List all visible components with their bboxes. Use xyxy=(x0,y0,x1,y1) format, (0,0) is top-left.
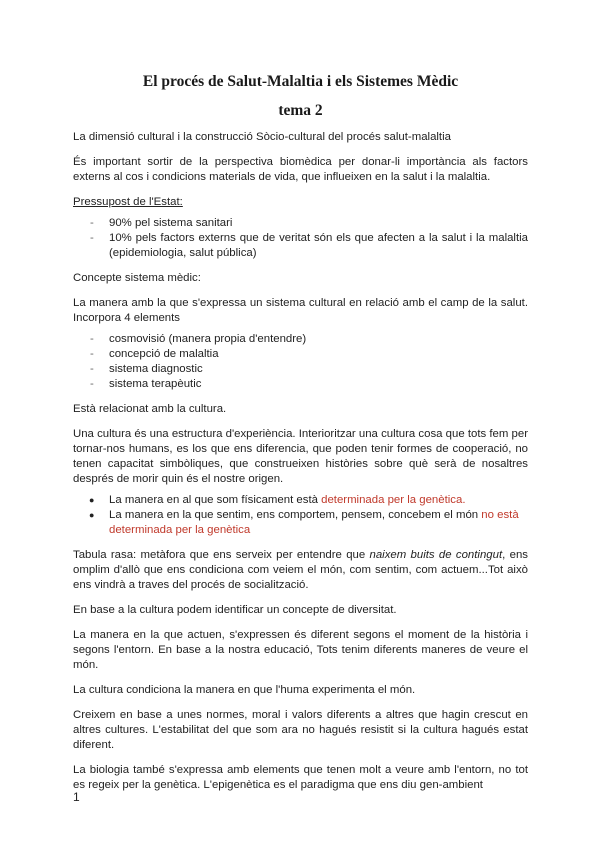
paragraph-conditions: La cultura condiciona la manera en que l'huma experimenta el món. xyxy=(73,684,416,696)
budget-heading: Pressupost de l'Estat: xyxy=(73,196,183,208)
list-item: - concepció de malaltia xyxy=(73,347,528,362)
tabula-text-end: , ens omplim d'allò que ens condiciona com veiem el món, com sentim, com actuem...Tot això ens vindrà a traves del procés de socialització. xyxy=(73,549,528,591)
paragraph-culture-related: Està relacionat amb la cultura. xyxy=(73,403,227,415)
paragraph-diversity: En base a la cultura podem identificar un concepte de diversitat. xyxy=(73,604,397,616)
concept-heading: Concepte sistema mèdic: xyxy=(73,272,201,284)
paragraph-cultural-dimension: La dimensió cultural i la construcció Sòcio-cultural del procés salut-malaltia xyxy=(73,131,451,143)
budget-list xyxy=(73,216,528,261)
paragraph-tabula-rasa xyxy=(73,548,528,593)
paragraph-concept: La manera amb la que s'expressa un sistema cultural en relació amb el camp de la salut. Incorpora 4 elements xyxy=(73,297,528,324)
tabula-text: Tabula rasa: metàfora que ens serveix per entendre que xyxy=(73,549,370,561)
paragraph-culture-structure: Una cultura és una estructura d'experiència. Interioritzar una cultura cosa que tots fem per tornar-nos humans, es los que ens diferencia, que poden tenir formes de cooperació, no tenen capacitat simbòliques, que construeixen històries sobre què serà de nosaltres després de morir quin és el nostre origen. xyxy=(73,428,528,485)
list-item: - sistema terapèutic xyxy=(73,377,528,392)
tabula-emphasis: naixem buits de contingut xyxy=(369,549,503,561)
list-item: - sistema diagnostic xyxy=(73,362,528,377)
list-item xyxy=(73,493,528,508)
paragraph-grow: Creixem en base a unes normes, moral i valors diferents a altres que hagin crescut en altres cultures. L'estabilitat del que som ara no hagués resistit si la cultura hagués estat diferent. xyxy=(73,709,528,751)
document-title: El procés de Salut-Malaltia i els Sistemes Mèdic xyxy=(142,73,459,90)
list-item xyxy=(73,508,528,538)
list-item: - 90% pel sistema sanitari xyxy=(73,216,528,231)
list-item: - cosmovisió (manera propia d'entendre) xyxy=(73,332,528,347)
genetics-list xyxy=(73,493,528,538)
page-number: 1 xyxy=(73,790,80,804)
highlight-text: determinada per la genètica. xyxy=(321,494,466,506)
paragraph-manner: La manera en la que actuen, s'expressen és diferent segons el moment de la història i segons l'entorn. En base a la nostra educació, Tots tenim diferents maneres de veure el món. xyxy=(73,629,528,671)
bullet-text: La manera en al que som físicament està xyxy=(109,494,322,506)
paragraph-biology: La biologia també s'expressa amb elements que tenen molt a veure amb l'entorn, no tot es regeix per la genètica. L'epigenètica es el paradigma que ens diu gen-ambient xyxy=(73,764,528,791)
bullet-text: La manera en la que sentim, ens comportem, pensem, concebem el món xyxy=(109,509,482,521)
document-body xyxy=(73,72,528,803)
paragraph-biomedical: És important sortir de la perspectiva biomèdica per donar-li importància als factors externs al cos i condicions materials de vida, que influeixen en la salut i la malaltia. xyxy=(73,156,528,183)
list-item: - 10% pels factors externs que de veritat són els que afecten a la salut i la malaltia (epidemiologia, salut pública) xyxy=(73,231,528,261)
document-subtitle: tema 2 xyxy=(278,102,323,119)
highlight-text: no està determinada per la genètica xyxy=(109,509,519,536)
concept-elements-list xyxy=(73,332,528,392)
